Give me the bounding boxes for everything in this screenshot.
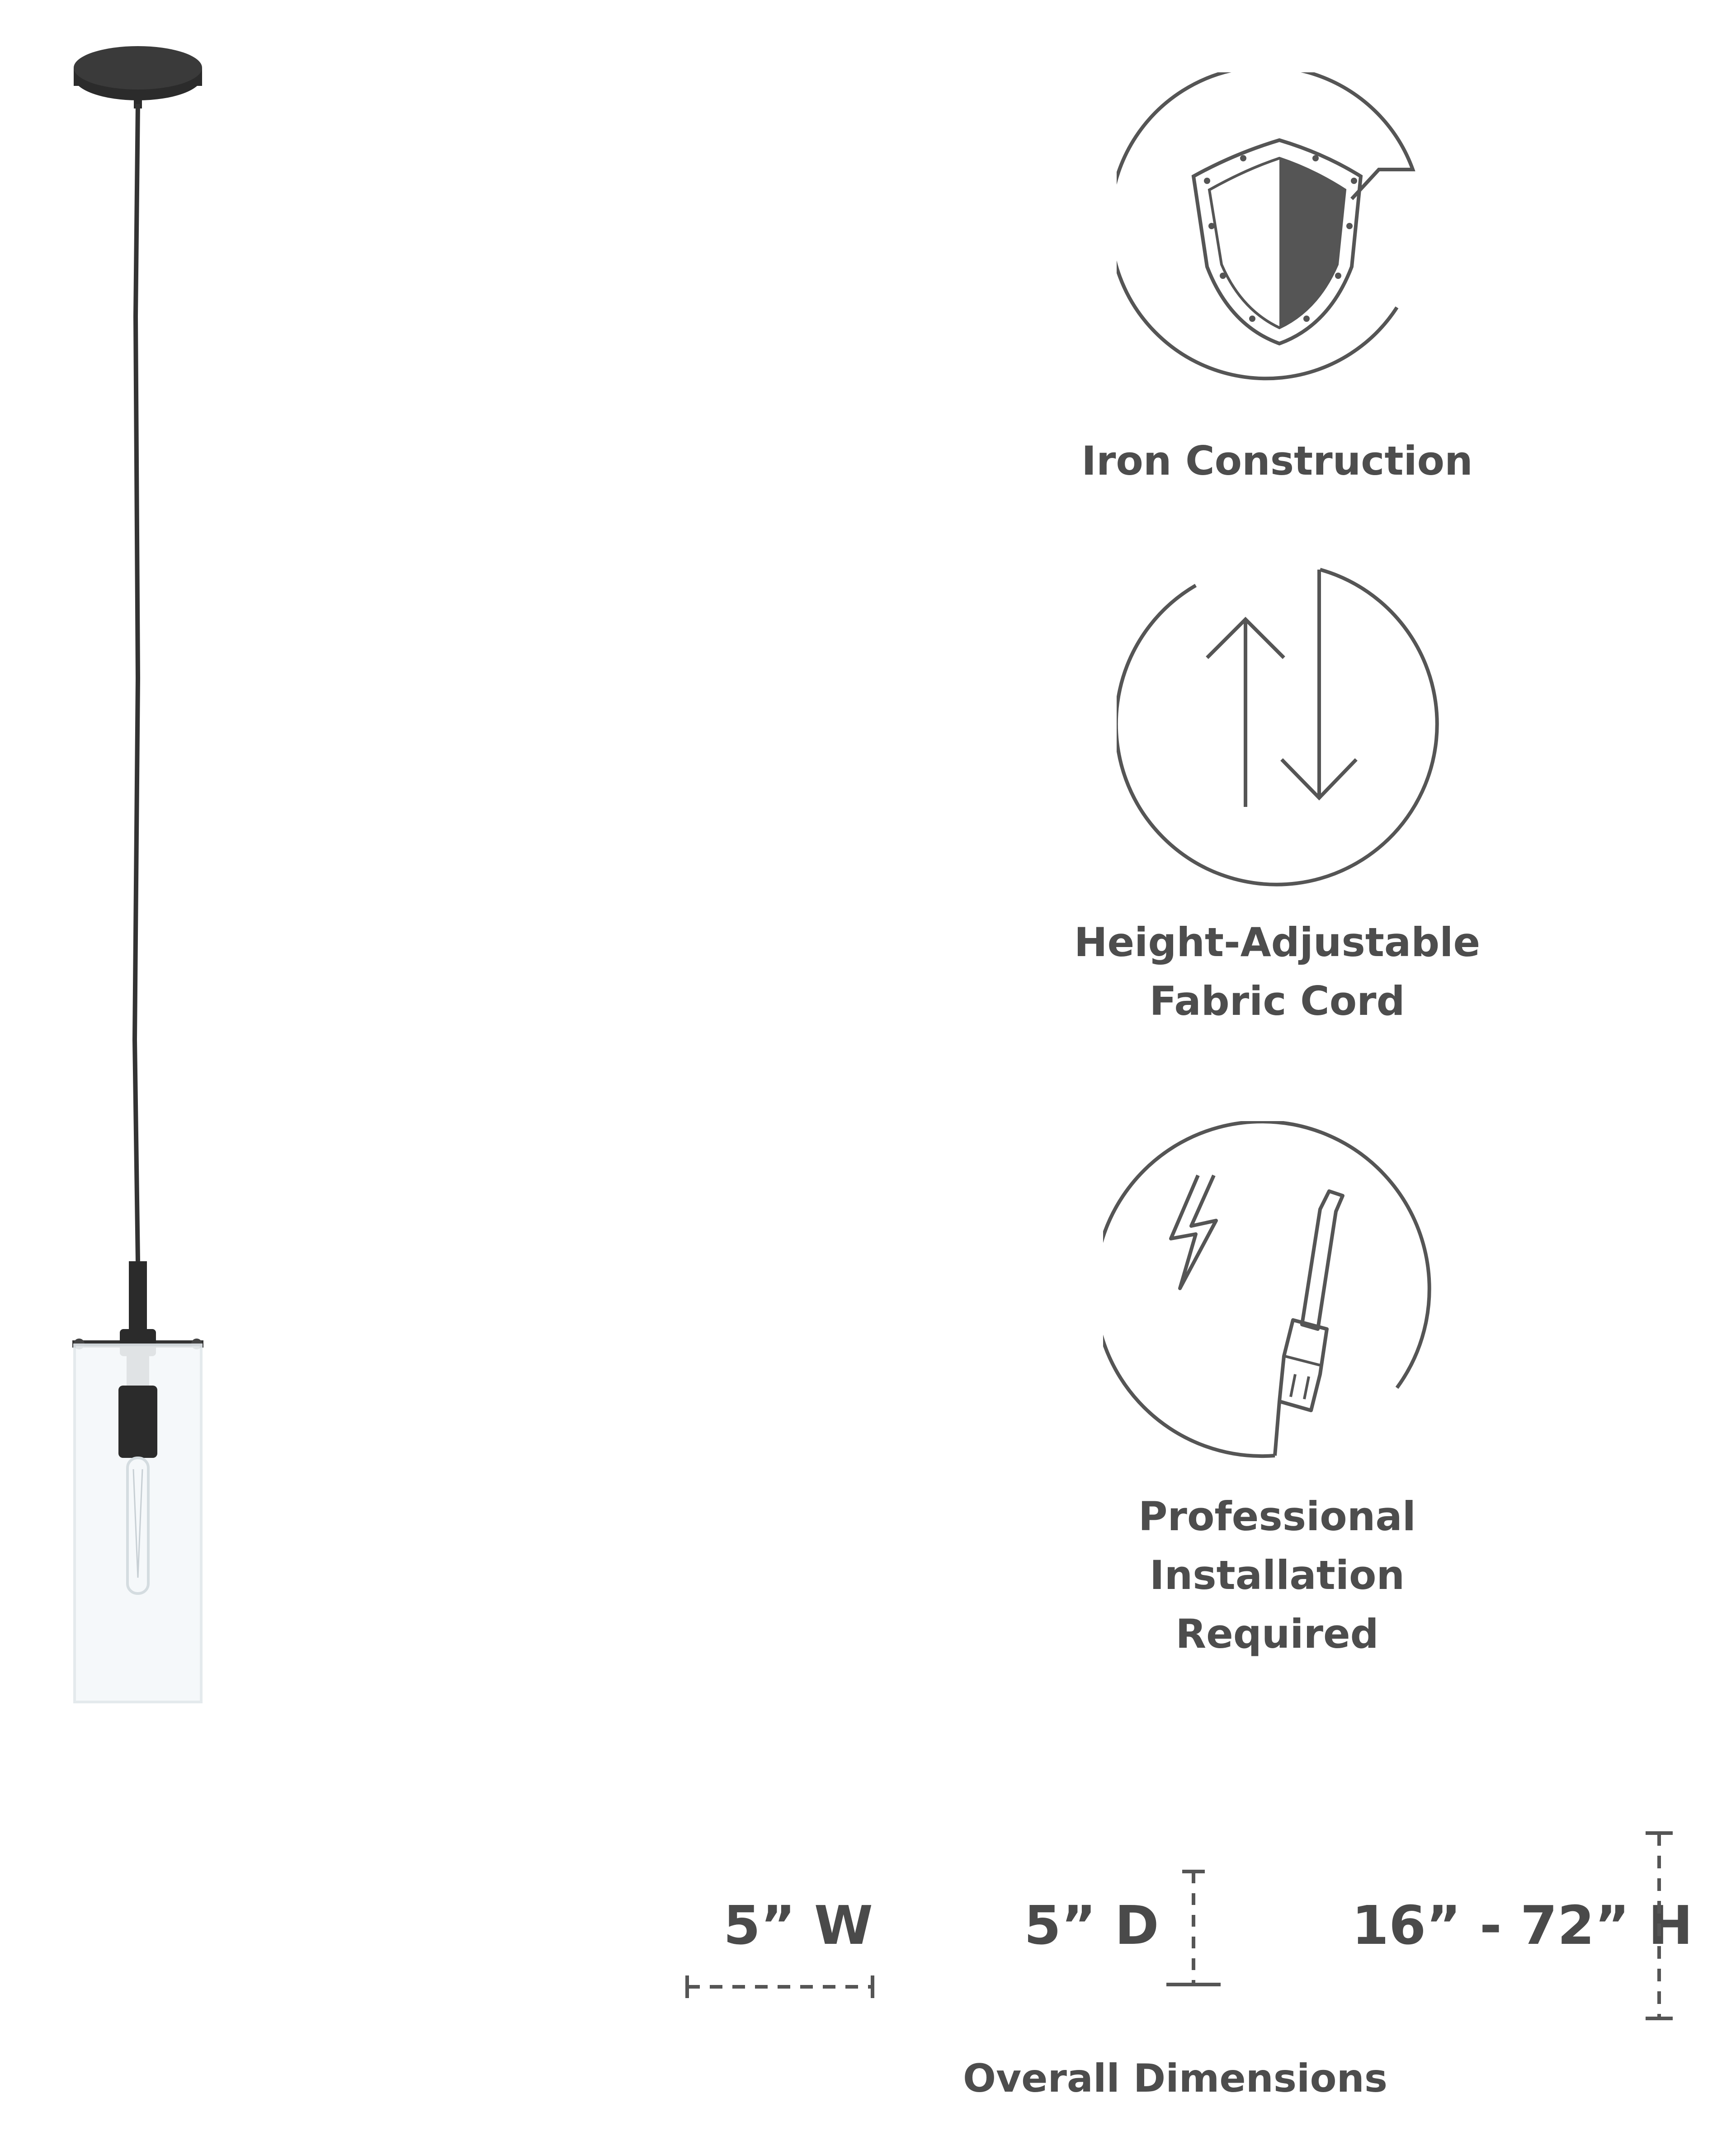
shield-icon	[1117, 72, 1442, 398]
feature-label-iron-construction: Iron Construction	[1081, 438, 1473, 484]
fabric-cord	[135, 104, 138, 1261]
dimension-height: 16” - 72” H	[1352, 1894, 1693, 1956]
screwdriver-lightning-icon	[1103, 1121, 1447, 1474]
feature-label-professional-installation: Professional Installation Required	[1138, 1493, 1416, 1657]
dimension-depth: 5” D	[1024, 1894, 1159, 1956]
depth-dimension-line	[1162, 1862, 1225, 1998]
overall-dimensions-caption: Overall Dimensions	[963, 2056, 1388, 2101]
dimension-width: 5” W	[723, 1894, 873, 1956]
height-dimension-line	[1641, 1826, 1677, 2025]
up-down-arrows-icon	[1117, 561, 1460, 895]
feature-label-height-adjustable: Height-Adjustable Fabric Cord	[1074, 919, 1481, 1024]
pendant-light-image	[0, 0, 271, 1763]
width-dimension-line	[683, 1971, 877, 2003]
